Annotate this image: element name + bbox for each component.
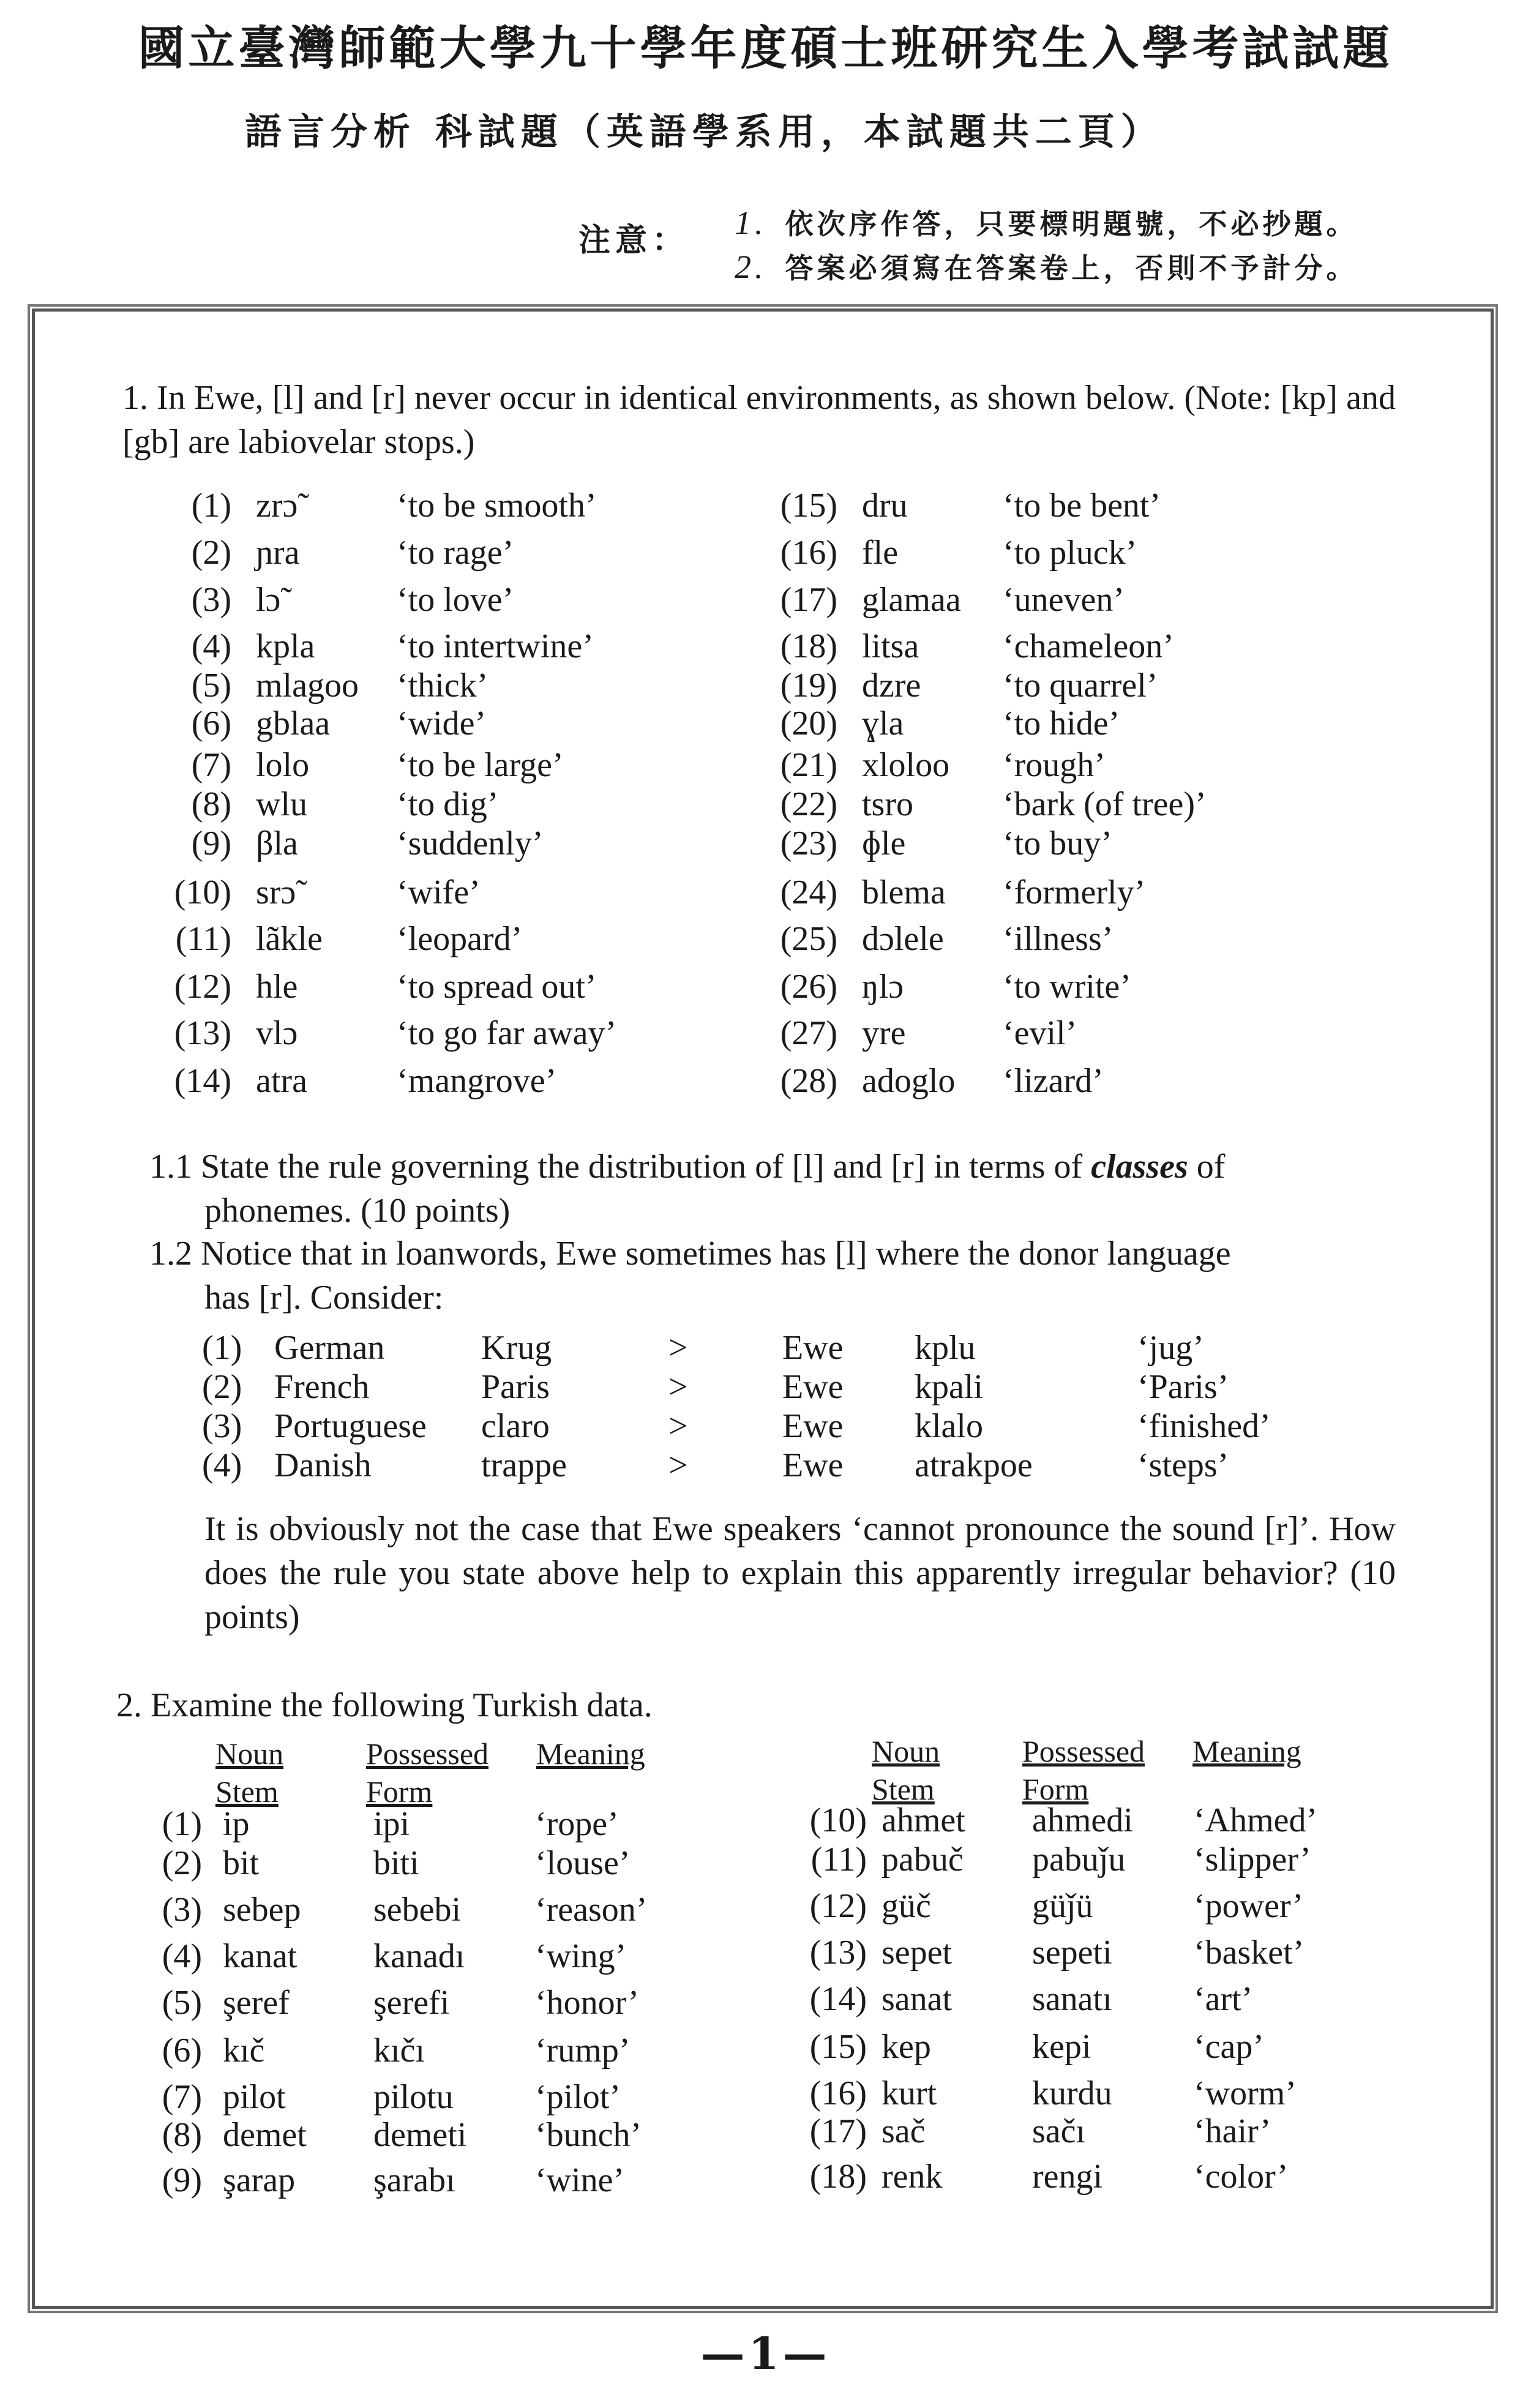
ewe-gloss: ‘to intertwine’ — [397, 627, 594, 665]
q1-1-line2: phonemes. (10 points) — [204, 1192, 511, 1230]
turkish-item-number: (10) — [809, 1801, 867, 1839]
table-row — [202, 1446, 1531, 1490]
header-possessed: Possessed — [366, 1737, 489, 1771]
ewe-word: wlu — [256, 785, 307, 823]
noun-stem: bit — [223, 1844, 260, 1882]
ewe-item-number: (21) — [780, 746, 837, 784]
possessed-form: sepeti — [1032, 1934, 1112, 1972]
ewe-result: atrakpoe — [915, 1446, 1033, 1484]
ewe-gloss: ‘leopard’ — [397, 920, 523, 958]
ewe-item-number: (7) — [191, 746, 231, 784]
ewe-gloss: ‘wide’ — [397, 705, 487, 742]
turkish-item-number: (13) — [809, 1934, 867, 1972]
ewe-word: vlɔ — [256, 1014, 298, 1052]
loan-gloss: ‘finished’ — [1137, 1407, 1271, 1445]
header-noun: Noun — [872, 1734, 940, 1768]
turkish-meaning: ‘worm’ — [1194, 2074, 1297, 2112]
turkish-meaning: ‘color’ — [1194, 2158, 1289, 2196]
table-row — [759, 627, 1531, 671]
header-form: Form — [1022, 1772, 1089, 1806]
possessed-form: rengi — [1032, 2158, 1103, 2196]
ewe-label: Ewe — [782, 1329, 844, 1367]
possessed-form: kepi — [1032, 2028, 1091, 2066]
ewe-word: gblaa — [256, 705, 331, 742]
ewe-word: xloloo — [862, 746, 950, 784]
turkish-item-number: (11) — [810, 1841, 867, 1879]
turkish-item-number: (3) — [162, 1891, 202, 1929]
table-row — [759, 704, 1531, 748]
turkish-meaning: ‘rope’ — [535, 1805, 619, 1843]
q1-1-emphasis: classes — [1091, 1148, 1188, 1186]
table-row — [796, 2112, 1531, 2156]
turkish-item-number: (6) — [162, 2032, 202, 2070]
table-row — [759, 873, 1531, 917]
ewe-item-number: (24) — [780, 873, 837, 911]
turkish-meaning: ‘art’ — [1194, 1980, 1253, 2018]
notice-text: 答案必須寫在答案卷上，否則不予計分。 — [785, 252, 1358, 285]
ewe-item-number: (18) — [780, 627, 837, 665]
possessed-form: kanadı — [373, 1937, 465, 1975]
ewe-item-number: (26) — [780, 968, 837, 1006]
ewe-item-number: (10) — [174, 873, 231, 911]
ewe-item-number: (25) — [780, 920, 837, 958]
ewe-gloss: ‘to write’ — [1003, 968, 1131, 1006]
header-form: Form — [366, 1774, 433, 1809]
ewe-gloss: ‘to go far away’ — [397, 1014, 617, 1052]
loan-item-number: (4) — [202, 1446, 242, 1484]
ewe-word: dɔlele — [862, 920, 944, 958]
ewe-word: dzre — [862, 667, 921, 705]
ewe-label: Ewe — [782, 1368, 844, 1406]
ewe-word: dru — [862, 487, 908, 525]
ewe-label: Ewe — [782, 1407, 844, 1445]
noun-stem: şeref — [223, 1984, 290, 2022]
possessed-form: kurdu — [1032, 2074, 1112, 2112]
ewe-item-number: (2) — [191, 534, 231, 572]
ewe-result: kplu — [915, 1329, 976, 1367]
ewe-item-number: (28) — [780, 1062, 837, 1100]
ewe-word: hle — [256, 968, 298, 1006]
ewe-item-number: (8) — [191, 785, 231, 823]
possessed-form: demeti — [373, 2116, 467, 2154]
q2-intro: 2. Examine the following Turkish data. — [116, 1686, 653, 1724]
turkish-item-number: (17) — [809, 2112, 867, 2150]
noun-stem: pilot — [223, 2078, 286, 2116]
turkish-item-number: (5) — [162, 1984, 202, 2022]
turkish-meaning: ‘wine’ — [535, 2161, 625, 2199]
noun-stem-header — [872, 1732, 940, 1808]
ewe-item-number: (5) — [191, 667, 231, 705]
ewe-word: zrɔ̃ — [256, 487, 298, 525]
ewe-word: atra — [256, 1062, 307, 1100]
table-row — [759, 967, 1531, 1011]
possessed-form: güǰü — [1032, 1887, 1093, 1925]
donor-word: claro — [481, 1407, 550, 1445]
ewe-gloss: ‘uneven’ — [1003, 581, 1125, 619]
arrow-symbol: > — [668, 1329, 688, 1367]
turkish-item-number: (9) — [162, 2161, 202, 2199]
ewe-gloss: ‘to buy’ — [1003, 824, 1112, 862]
ewe-gloss: ‘chameleon’ — [1003, 627, 1174, 665]
meaning-header: Meaning — [536, 1737, 645, 1771]
ewe-item-number: (22) — [780, 785, 837, 823]
ewe-word: litsa — [862, 627, 919, 665]
donor-word: Krug — [481, 1329, 552, 1367]
table-row — [759, 785, 1531, 829]
ewe-gloss: ‘to dig’ — [397, 785, 499, 823]
possessed-form: şerefi — [373, 1984, 450, 2022]
ewe-item-number: (14) — [174, 1062, 231, 1100]
table-row — [202, 1367, 1531, 1412]
ewe-gloss: ‘bark (of tree)’ — [1003, 785, 1207, 823]
arrow-symbol: > — [668, 1446, 688, 1484]
possessed-form: ahmedi — [1032, 1801, 1133, 1839]
possessed-form: ipi — [373, 1805, 410, 1843]
noun-stem: ip — [223, 1805, 250, 1843]
notice-item — [735, 246, 1358, 286]
noun-stem: kep — [882, 2028, 931, 2066]
turkish-item-number: (2) — [162, 1844, 202, 1882]
ewe-item-number: (6) — [191, 705, 231, 742]
ewe-item-number: (19) — [780, 667, 837, 705]
ewe-result: kpali — [915, 1368, 983, 1406]
turkish-meaning: ‘honor’ — [535, 1984, 640, 2022]
possessed-form: kıčı — [373, 2032, 425, 2070]
possessed-form-header — [1022, 1732, 1145, 1808]
turkish-meaning: ‘reason’ — [535, 1891, 648, 1929]
ewe-label: Ewe — [782, 1446, 844, 1484]
ewe-gloss: ‘to be large’ — [397, 746, 564, 784]
ewe-item-number: (9) — [191, 824, 231, 862]
ewe-gloss: ‘to rage’ — [397, 534, 514, 572]
ewe-item-number: (3) — [191, 581, 231, 619]
donor-language: Danish — [274, 1446, 372, 1484]
possessed-form: pilotu — [373, 2078, 454, 2116]
ewe-gloss: ‘wife’ — [397, 873, 481, 911]
table-row — [796, 1840, 1531, 1884]
table-row — [759, 1061, 1531, 1105]
ewe-word: βla — [256, 824, 298, 862]
table-row — [796, 1933, 1531, 1977]
ewe-gloss: ‘to hide’ — [1003, 705, 1120, 742]
ewe-word: adoglo — [862, 1062, 956, 1100]
donor-language: Portuguese — [274, 1407, 427, 1445]
ewe-word: lɔ̃ — [256, 581, 281, 619]
turkish-meaning: ‘slipper’ — [1194, 1841, 1311, 1879]
ewe-gloss: ‘illness’ — [1003, 920, 1114, 958]
turkish-item-number: (1) — [162, 1805, 202, 1843]
q1-1-text: 1.1 State the rule governing the distribution of [l] and [r] in terms of — [149, 1148, 1091, 1186]
ewe-item-number: (27) — [780, 1014, 837, 1052]
ewe-gloss: ‘to love’ — [397, 581, 514, 619]
turkish-meaning: ‘hair’ — [1194, 2112, 1271, 2150]
notice-number: 2. — [735, 249, 767, 285]
turkish-meaning: ‘cap’ — [1194, 2028, 1265, 2066]
turkish-item-number: (14) — [809, 1980, 867, 2018]
noun-stem: demet — [223, 2116, 307, 2154]
loan-gloss: ‘jug’ — [1137, 1329, 1204, 1367]
notice-label: 注意： — [578, 222, 689, 259]
turkish-item-number: (15) — [809, 2028, 867, 2066]
noun-stem: sebep — [223, 1891, 301, 1929]
table-row — [796, 1801, 1531, 1845]
turkish-item-number: (12) — [809, 1887, 867, 1925]
loan-item-number: (3) — [202, 1407, 242, 1445]
ewe-gloss: ‘mangrove’ — [397, 1062, 557, 1100]
donor-word: trappe — [481, 1446, 567, 1484]
ewe-word: glamaa — [862, 581, 961, 619]
possessed-form: sebebi — [373, 1891, 462, 1929]
ewe-gloss: ‘to be smooth’ — [397, 487, 597, 525]
turkish-meaning: ‘wing’ — [535, 1937, 627, 1975]
header-stem: Stem — [215, 1774, 279, 1809]
ewe-word: ɸle — [862, 824, 906, 862]
ewe-word: yre — [862, 1014, 906, 1052]
q1-2-line2: has [r]. Consider: — [204, 1279, 444, 1317]
noun-stem: sepet — [882, 1934, 953, 1972]
q1-2-closing: It is obviously not the case that Ewe speakers ‘cannot pronounce the sound [r]’. How does the rule you state above help to explain this apparently irregular behavior? (10 points) — [204, 1510, 1396, 1636]
possessed-form-header — [366, 1735, 488, 1811]
q1-intro: 1. In Ewe, [l] and [r] never occur in identical environments, as shown below. (Note: [kp] and [gb] are labiovelar stops.) — [122, 379, 1396, 461]
q1-1-tail: of — [1188, 1148, 1226, 1186]
ewe-word: ɲra — [256, 534, 300, 572]
noun-stem-header — [215, 1735, 283, 1811]
turkish-item-number: (7) — [162, 2078, 202, 2116]
noun-stem: pabuč — [882, 1841, 964, 1879]
possessed-form: sanatı — [1032, 1980, 1112, 2018]
exam-title: 國立臺灣師範大學九十學年度碩士班研究生入學考試試題 — [138, 21, 1393, 75]
ewe-word: tsro — [862, 785, 913, 823]
turkish-item-number: (18) — [809, 2158, 867, 2196]
noun-stem: sač — [882, 2112, 926, 2150]
noun-stem: kıč — [223, 2032, 265, 2070]
loan-item-number: (1) — [202, 1329, 242, 1367]
turkish-meaning: ‘Ahmed’ — [1194, 1801, 1318, 1839]
ewe-gloss: ‘lizard’ — [1003, 1062, 1104, 1100]
turkish-meaning: ‘power’ — [1194, 1887, 1304, 1925]
turkish-meaning: ‘bunch’ — [535, 2116, 642, 2154]
loan-gloss: ‘steps’ — [1137, 1446, 1229, 1484]
arrow-symbol: > — [668, 1407, 688, 1445]
turkish-item-number: (4) — [162, 1937, 202, 1975]
possessed-form: şarabı — [373, 2161, 455, 2199]
ewe-gloss: ‘suddenly’ — [397, 824, 544, 862]
ewe-word: mlagoo — [256, 667, 359, 705]
ewe-item-number: (16) — [780, 534, 837, 572]
notice-number: 1. — [735, 204, 767, 241]
ewe-item-number: (17) — [780, 581, 837, 619]
ewe-word: ŋlɔ — [862, 968, 904, 1006]
noun-stem: ahmet — [882, 1801, 965, 1839]
possessed-form: pabuǰu — [1032, 1841, 1126, 1879]
table-row — [759, 580, 1531, 624]
ewe-gloss: ‘to pluck’ — [1003, 534, 1137, 572]
ewe-result: klalo — [915, 1407, 983, 1445]
q1-2-line1: 1.2 Notice that in loanwords, Ewe sometimes has [l] where the donor language — [149, 1235, 1231, 1273]
ewe-word: kpla — [256, 627, 315, 665]
q1-1-line1 — [149, 1145, 1225, 1189]
table-row — [759, 1014, 1531, 1058]
ewe-gloss: ‘to spread out’ — [397, 968, 597, 1006]
turkish-meaning: ‘pilot’ — [535, 2078, 621, 2116]
table-row — [202, 1407, 1531, 1451]
table-row — [759, 486, 1531, 530]
ewe-item-number: (4) — [191, 627, 231, 665]
ewe-word: fle — [862, 534, 899, 572]
table-row — [796, 2157, 1531, 2201]
turkish-meaning: ‘basket’ — [1194, 1934, 1305, 1972]
ewe-word: srɔ̃ — [256, 873, 296, 911]
possessed-form: sačı — [1032, 2112, 1086, 2150]
ewe-gloss: ‘formerly’ — [1003, 873, 1146, 911]
noun-stem: renk — [882, 2158, 943, 2196]
header-noun: Noun — [215, 1737, 284, 1771]
header-possessed: Possessed — [1022, 1734, 1145, 1768]
table-row — [796, 1980, 1531, 2024]
notice-text: 依次序作答，只要標明題號，不必抄題。 — [785, 208, 1358, 241]
ewe-item-number: (1) — [191, 487, 231, 525]
loan-item-number: (2) — [202, 1368, 242, 1406]
exam-subtitle: 語言分析 科試題（英語學系用，本試題共二頁） — [245, 111, 1164, 154]
turkish-meaning: ‘rump’ — [535, 2032, 631, 2070]
loan-gloss: ‘Paris’ — [1137, 1368, 1229, 1406]
ewe-word: ɣla — [862, 705, 904, 742]
ewe-item-number: (13) — [174, 1014, 231, 1052]
table-row — [759, 746, 1531, 790]
ewe-gloss: ‘thick’ — [397, 667, 488, 705]
noun-stem: kurt — [882, 2074, 937, 2112]
ewe-item-number: (23) — [780, 824, 837, 862]
table-row — [759, 533, 1531, 577]
donor-language: French — [274, 1368, 370, 1406]
page-number: —1— — [700, 2327, 831, 2379]
ewe-word: lãkle — [256, 920, 323, 958]
table-row — [796, 2027, 1531, 2071]
arrow-symbol: > — [668, 1368, 688, 1406]
ewe-gloss: ‘to be bent’ — [1003, 487, 1161, 525]
header-stem: Stem — [872, 1772, 935, 1806]
turkish-meaning: ‘louse’ — [535, 1844, 631, 1882]
ewe-item-number: (20) — [780, 705, 837, 742]
donor-word: Paris — [481, 1368, 550, 1406]
turkish-item-number: (8) — [162, 2116, 202, 2154]
ewe-item-number: (11) — [175, 920, 231, 958]
turkish-item-number: (16) — [809, 2074, 867, 2112]
noun-stem: kanat — [223, 1937, 298, 1975]
noun-stem: sanat — [882, 1980, 953, 2018]
ewe-gloss: ‘rough’ — [1003, 746, 1106, 784]
ewe-word: lolo — [256, 746, 310, 784]
noun-stem: şarap — [223, 2161, 296, 2199]
meaning-header: Meaning — [1192, 1734, 1301, 1768]
possessed-form: biti — [373, 1844, 419, 1882]
ewe-item-number: (12) — [174, 968, 231, 1006]
donor-language: German — [274, 1329, 385, 1367]
ewe-item-number: (15) — [780, 487, 837, 525]
ewe-gloss: ‘evil’ — [1003, 1014, 1077, 1052]
table-row — [796, 1886, 1531, 1931]
noun-stem: güč — [882, 1887, 931, 1925]
ewe-word: blema — [862, 873, 946, 911]
table-row — [759, 919, 1531, 963]
notice-item — [735, 202, 1358, 242]
ewe-gloss: ‘to quarrel’ — [1003, 667, 1158, 705]
table-row — [202, 1328, 1531, 1372]
table-row — [759, 824, 1531, 868]
